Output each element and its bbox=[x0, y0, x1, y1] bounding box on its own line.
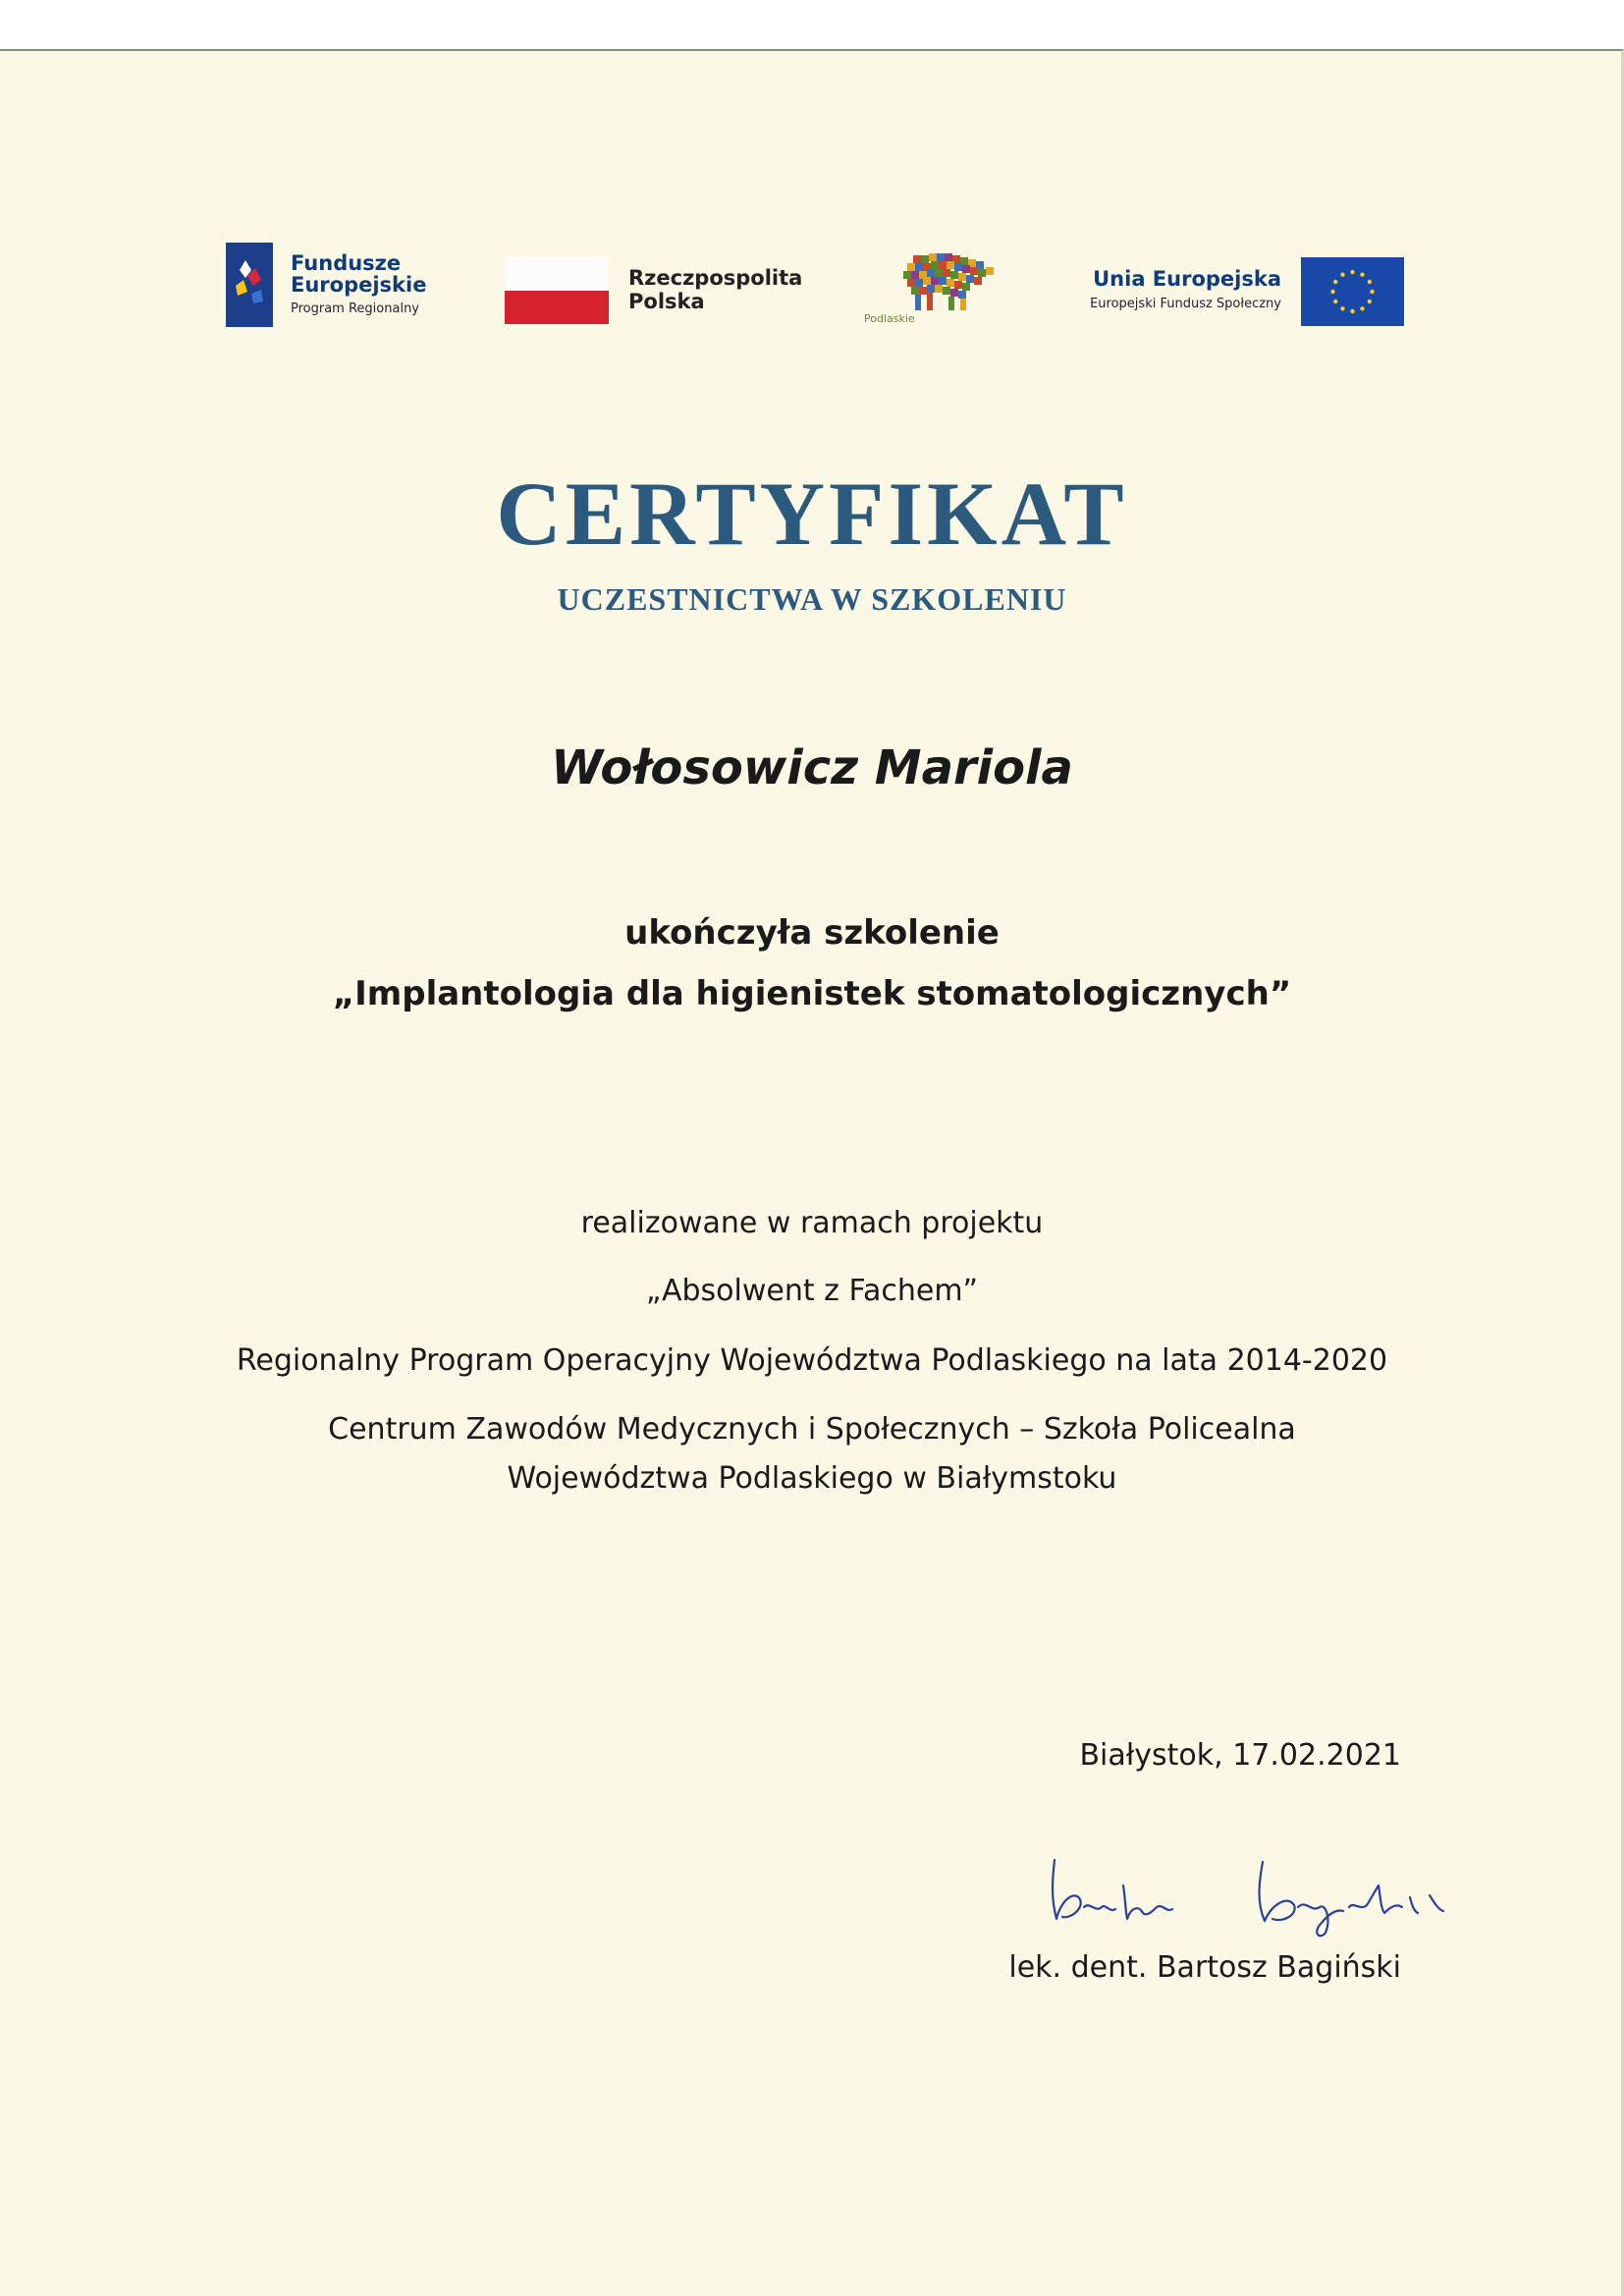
fundusze-line3: Program Regionalny bbox=[291, 301, 419, 316]
fundusze-europejskie-icon bbox=[226, 243, 273, 327]
bison-mosaic-icon bbox=[893, 247, 1001, 316]
certificate-subtitle: UCZESTNICTWA W SZKOLENIU bbox=[557, 581, 1067, 617]
polish-flag-icon bbox=[505, 257, 609, 324]
signature-text: Bartosz Bagiński bbox=[1041, 1824, 1171, 1842]
certificate-page bbox=[0, 49, 1624, 2296]
fundusze-line2: Europejskie bbox=[291, 273, 427, 297]
eu-flag-icon bbox=[1301, 257, 1404, 326]
certificate-title: CERTYFIKAT bbox=[496, 464, 1128, 564]
project-name: „Absolwent z Fachem” bbox=[645, 1274, 979, 1308]
rzeczpospolita-line1: Rzeczpospolita bbox=[628, 266, 803, 290]
fundusze-line1: Fundusze bbox=[291, 251, 402, 275]
handwritten-signature bbox=[1041, 1824, 1483, 1946]
completed-text: ukończyła szkolenie bbox=[624, 913, 1000, 953]
institution-line1: Centrum Zawodów Medycznych i Społecznych – Szkoła Policealna bbox=[328, 1412, 1296, 1447]
podlaskie-logo bbox=[864, 247, 1006, 336]
participant-name: Wołosowicz Mariola bbox=[551, 740, 1073, 795]
course-name: „Implantologia dla higienistek stomatologicznych” bbox=[332, 974, 1292, 1013]
podlaskie-label: Podlaskie bbox=[864, 312, 915, 325]
unia-line2: Europejski Fundusz Społeczny bbox=[1090, 297, 1281, 311]
place-date: Białystok, 17.02.2021 bbox=[1079, 1738, 1401, 1773]
unia-line1: Unia Europejska bbox=[1093, 267, 1281, 291]
program-name: Regionalny Program Operacyjny Województwa Podlaskiego na lata 2014-2020 bbox=[236, 1343, 1388, 1378]
signer-name: lek. dent. Bartosz Bagiński bbox=[1008, 1950, 1401, 1985]
project-intro: realizowane w ramach projektu bbox=[580, 1206, 1044, 1240]
institution-line2: Województwa Podlaskiego w Białymstoku bbox=[507, 1461, 1117, 1496]
rzeczpospolita-line2: Polska bbox=[628, 290, 705, 313]
